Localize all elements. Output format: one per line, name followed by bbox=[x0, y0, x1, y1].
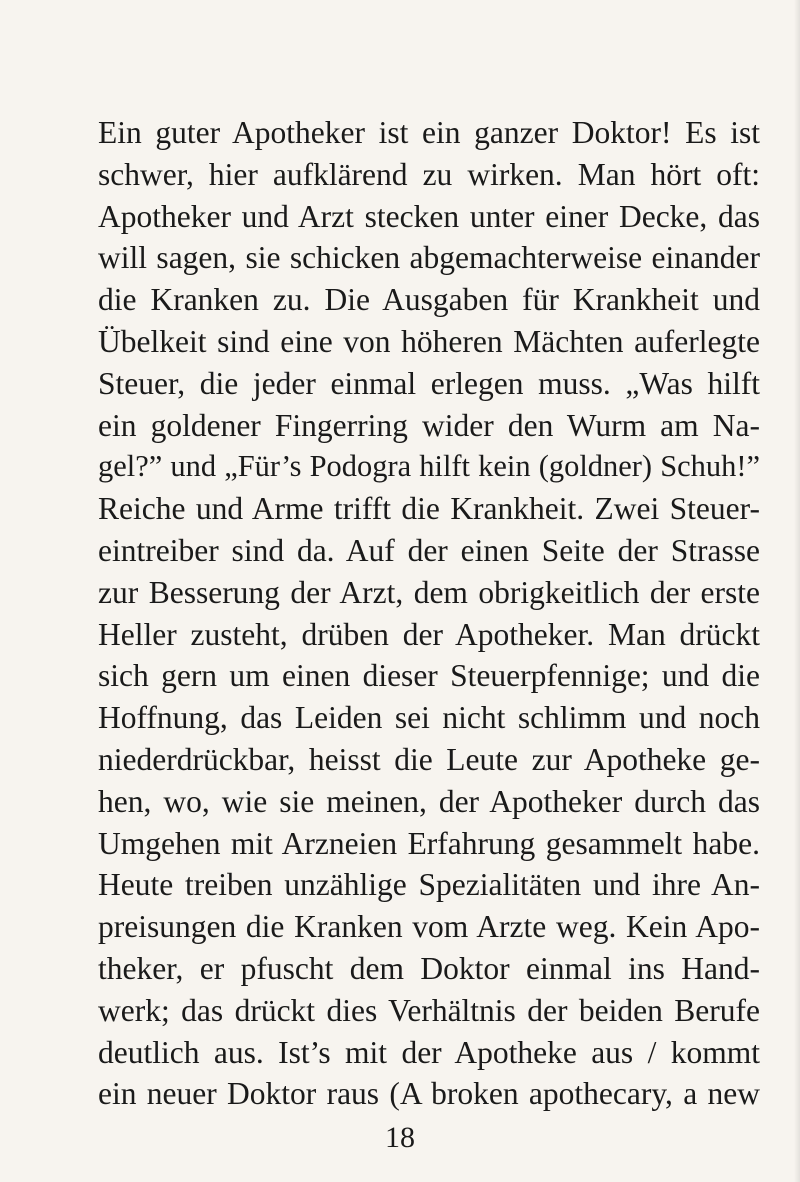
text-line: eintreiber sind da. Auf der einen Seite der Strasse bbox=[98, 532, 760, 568]
text-line: niederdrückbar, heisst die Leute zur Apotheke ge- bbox=[98, 741, 760, 777]
text-line: sich gern um einen dieser Steuerpfennige; und die bbox=[98, 658, 760, 694]
text-line: zur Besserung der Arzt, dem obrigkeitlich der erste bbox=[98, 574, 760, 610]
text-line: preisungen die Kranken vom Arzte weg. Kein Apo- bbox=[98, 909, 760, 945]
text-line: ein neuer Doktor raus (A broken apothecary, a new bbox=[98, 1076, 760, 1112]
text-line: Hoffnung, das Leiden sei nicht schlimm und noch bbox=[98, 700, 760, 736]
text-line: Ein guter Apotheker ist ein ganzer Doktor! Es ist bbox=[98, 115, 760, 150]
text-line: Übelkeit sind eine von höheren Mächten auferlegte bbox=[98, 323, 760, 359]
text-line: will sagen, sie schicken abgemachterweise einander bbox=[98, 240, 760, 276]
page-number: 18 bbox=[385, 1121, 415, 1154]
page-edge-shadow bbox=[794, 0, 800, 1182]
text-line: Heute treiben unzählige Spezialitäten und ihre An- bbox=[98, 867, 760, 903]
text-line: die Kranken zu. Die Ausgaben für Krankheit und bbox=[98, 282, 760, 318]
text-line: gel?” und „Für’s Podogra hilft kein (goldner) Schuh!” bbox=[98, 449, 760, 484]
text-line: werk; das drückt dies Verhältnis der beiden Berufe bbox=[98, 992, 760, 1028]
body-text bbox=[98, 112, 760, 1115]
text-line: Reiche und Arme trifft die Krankheit. Zwei Steuer- bbox=[98, 491, 760, 527]
text-line: deutlich aus. Ist’s mit der Apotheke aus / kommt bbox=[98, 1034, 760, 1070]
text-line: schwer, hier aufklärend zu wirken. Man hört oft: bbox=[98, 156, 760, 192]
text-line: hen, wo, wie sie meinen, der Apotheker durch das bbox=[98, 783, 760, 819]
text-line: Umgehen mit Arzneien Erfahrung gesammelt habe. bbox=[98, 825, 760, 861]
text-line: Apotheker und Arzt stecken unter einer Decke, das bbox=[98, 198, 760, 234]
text-line: Heller zusteht, drüben der Apotheker. Man drückt bbox=[98, 616, 760, 652]
text-line: Steuer, die jeder einmal erlegen muss. „Was hilft bbox=[98, 365, 760, 401]
text-line: theker, er pfuscht dem Doktor einmal ins Hand- bbox=[98, 950, 760, 986]
text-line: ein goldener Fingerring wider den Wurm am Na- bbox=[98, 407, 760, 443]
